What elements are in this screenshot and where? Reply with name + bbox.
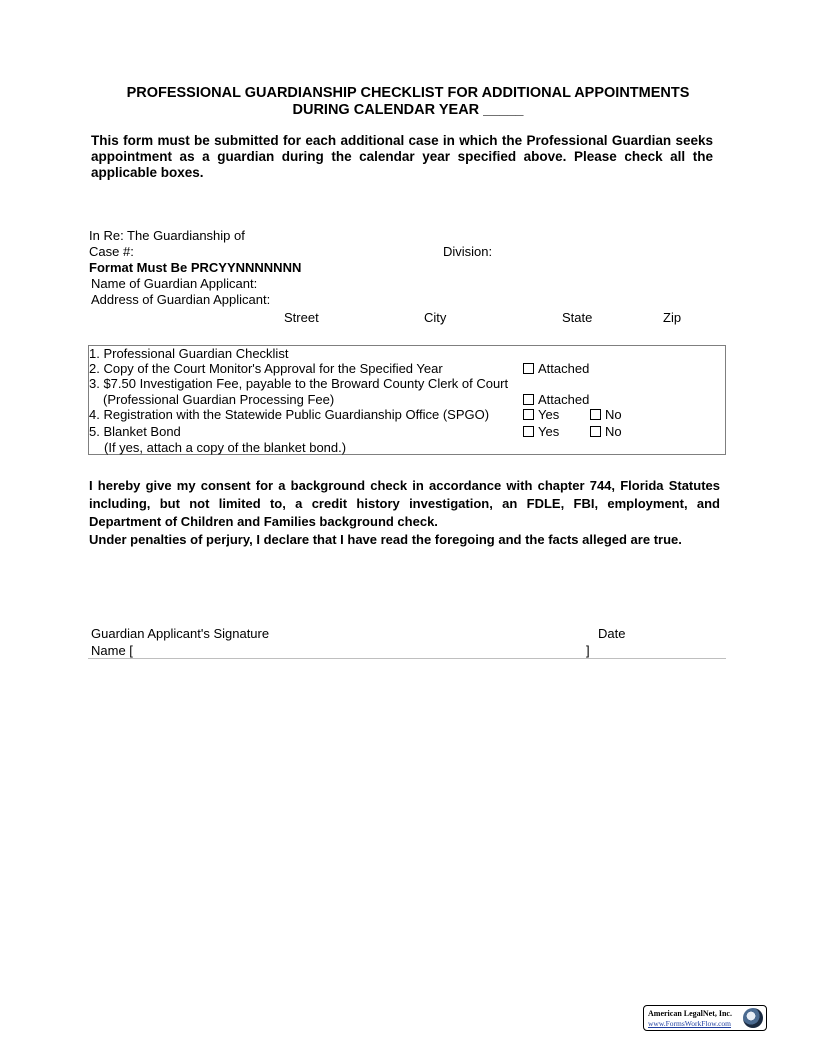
checklist-item-4: 4. Registration with the Statewide Public Guardianship Office (SPGO): [89, 407, 490, 422]
item3-attached-option[interactable]: [523, 392, 589, 407]
checklist-item-5-sub: (If yes, attach a copy of the blanket bond.): [104, 440, 347, 455]
in-re-label: In Re: The Guardianship of: [89, 228, 245, 243]
globe-icon: [743, 1008, 763, 1028]
item4-yes-option[interactable]: [523, 407, 559, 422]
item4-yes-label: Yes: [538, 407, 560, 422]
item3-attached-checkbox[interactable]: [523, 394, 534, 405]
item5-yes-label: Yes: [538, 424, 560, 439]
item4-no-option[interactable]: [590, 407, 622, 422]
format-note: Format Must Be PRCYYNNNNNNN: [89, 260, 302, 275]
guardian-name-label: Name of Guardian Applicant:: [91, 276, 258, 291]
item2-attached-label: Attached: [538, 361, 590, 376]
item5-yes-checkbox[interactable]: [523, 426, 534, 437]
item5-no-checkbox[interactable]: [590, 426, 601, 437]
signature-line: [88, 658, 726, 659]
street-label: Street: [284, 310, 319, 325]
perjury-statement: Under penalties of perjury, I declare that I have read the foregoing and the facts alleged are true.: [89, 532, 682, 547]
item2-attached-option[interactable]: [523, 361, 589, 376]
name-open-label: Name [: [91, 643, 133, 658]
checklist-item-1: 1. Professional Guardian Checklist: [89, 346, 289, 361]
division-label: Division:: [443, 244, 493, 259]
form-title-line1: PROFESSIONAL GUARDIANSHIP CHECKLIST FOR ADDITIONAL APPOINTMENTS: [126, 85, 690, 101]
checklist-item-3-sub: (Professional Guardian Processing Fee): [103, 392, 335, 407]
form-title-line2: DURING CALENDAR YEAR _____: [292, 102, 524, 118]
item3-attached-label: Attached: [538, 392, 590, 407]
checklist-item-5: 5. Blanket Bond: [89, 424, 181, 439]
name-field[interactable]: [135, 643, 583, 658]
item5-no-label: No: [605, 424, 622, 439]
city-label: City: [424, 310, 447, 325]
zip-label: Zip: [663, 310, 682, 325]
guardian-address-label: Address of Guardian Applicant:: [91, 292, 271, 307]
signature-label: Guardian Applicant's Signature: [91, 626, 270, 641]
checklist-item-3: 3. $7.50 Investigation Fee, payable to the Broward County Clerk of Court: [89, 376, 509, 391]
consent-section: [89, 477, 720, 549]
item2-attached-checkbox[interactable]: [523, 363, 534, 374]
checklist-item-2: 2. Copy of the Court Monitor's Approval for the Specified Year: [89, 361, 443, 376]
case-number-label: Case #:: [89, 244, 134, 259]
logo-url-link[interactable]: www.FormsWorkFlow.com: [648, 1019, 732, 1028]
state-label: State: [562, 310, 593, 325]
item5-no-option[interactable]: [590, 424, 622, 439]
item5-yes-option[interactable]: [523, 424, 559, 439]
item4-no-label: No: [605, 407, 622, 422]
item4-yes-checkbox[interactable]: [523, 409, 534, 420]
logo-company-name: American LegalNet, Inc.: [648, 1009, 732, 1018]
date-label: Date: [598, 626, 626, 641]
intro-text: This form must be submitted for each additional case in which the Professional Guardian seeks appointment as a guardian during the calendar year specified above. Please check all the applicable boxes.: [91, 133, 713, 180]
name-close-label: ]: [586, 643, 590, 658]
footer-logo: [643, 1005, 767, 1031]
consent-paragraph: I hereby give my consent for a background check in accordance with chapter 744, Florida Statutes including, but not limited to, a credit history investigation, an FDLE, FBI, employment, and Department of Children and Families background check.: [89, 478, 720, 529]
item4-no-checkbox[interactable]: [590, 409, 601, 420]
